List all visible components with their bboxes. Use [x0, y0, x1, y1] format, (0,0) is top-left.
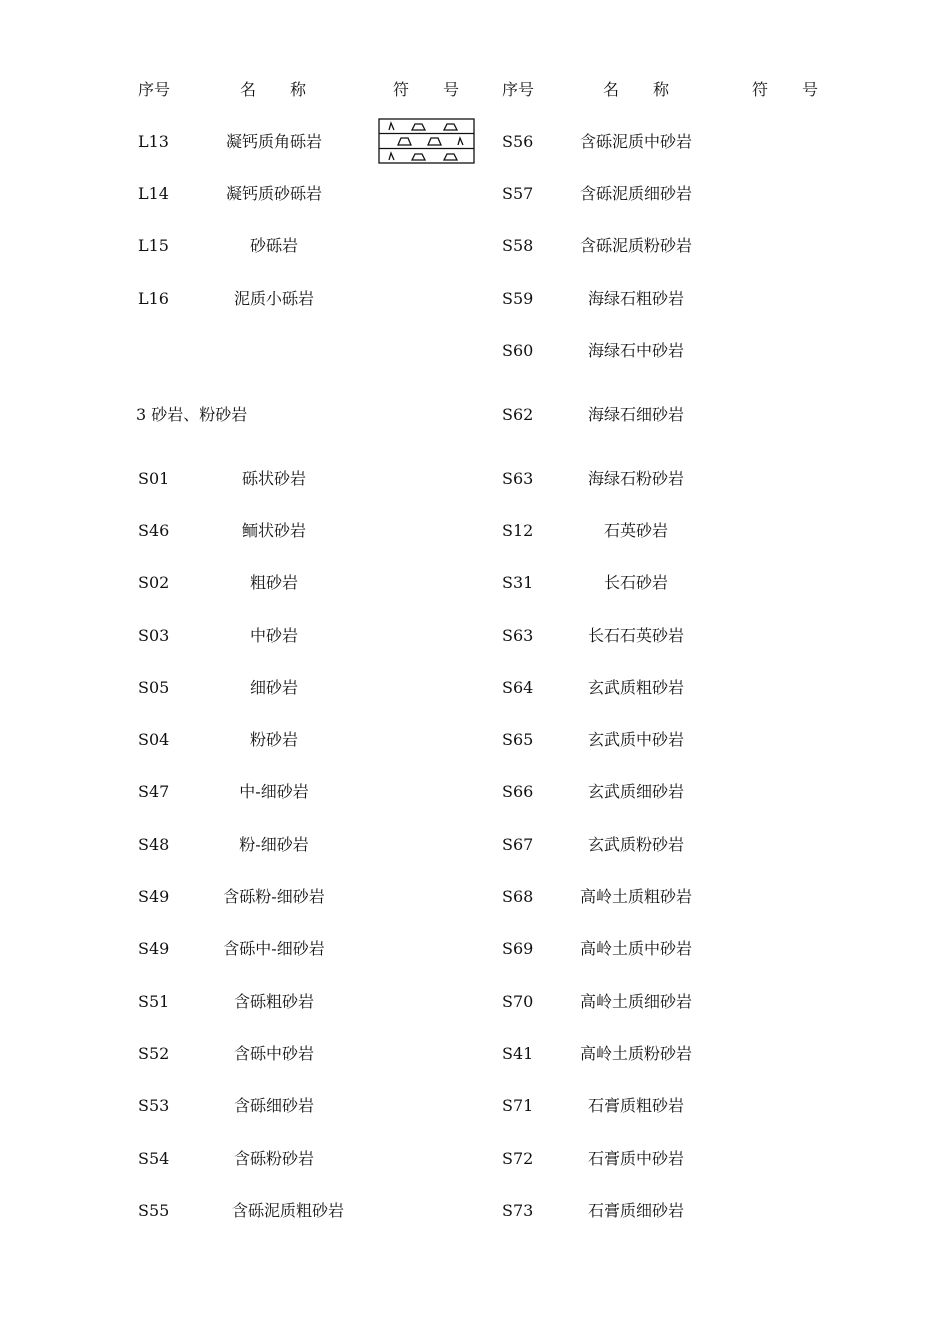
- row-name: 细砂岩: [249, 678, 298, 697]
- row-name: 中砂岩: [249, 626, 298, 645]
- header-right-name: 名称: [603, 80, 704, 99]
- row-code: S02: [138, 573, 170, 592]
- row-name: 砾状砂岩: [241, 469, 306, 488]
- row-name: 高岭土质粉砂岩: [579, 1044, 692, 1063]
- row-code: S64: [502, 678, 534, 697]
- row-name: 海绿石粗砂岩: [587, 289, 684, 308]
- row-code: S49: [138, 887, 170, 906]
- row-name: 含砾泥质细砂岩: [579, 184, 692, 203]
- row-code: S03: [138, 626, 170, 645]
- row-name: 玄武质中砂岩: [587, 730, 684, 749]
- row-code: S59: [502, 289, 534, 308]
- row-name: 粗砂岩: [249, 573, 298, 592]
- row-name: 含砾泥质粉砂岩: [579, 236, 692, 255]
- row-code: S51: [138, 992, 170, 1011]
- row-name: 含砾细砂岩: [233, 1096, 314, 1115]
- row-code: S68: [502, 887, 534, 906]
- row-code: S46: [138, 521, 170, 540]
- row-code: S49: [138, 939, 170, 958]
- row-code: S52: [138, 1044, 170, 1063]
- row-name: 石膏质细砂岩: [587, 1201, 684, 1220]
- row-code: L16: [138, 289, 169, 308]
- conglomerate-pattern-icon: [378, 118, 475, 164]
- row-code: S53: [138, 1096, 170, 1115]
- row-code: S47: [138, 782, 170, 801]
- row-name: 海绿石细砂岩: [587, 405, 684, 424]
- row-code: L15: [138, 236, 169, 255]
- row-code: S54: [138, 1149, 170, 1168]
- row-code: S12: [502, 521, 534, 540]
- row-code: S55: [138, 1201, 170, 1220]
- row-name: 长石砂岩: [603, 573, 668, 592]
- row-name: 含砾粉-细砂岩: [223, 887, 325, 906]
- row-name: 高岭土质细砂岩: [579, 992, 692, 1011]
- row-code: S01: [138, 469, 170, 488]
- header-right-symbol: 符号: [752, 80, 853, 99]
- row-name: 含砾粉砂岩: [233, 1149, 314, 1168]
- row-name: 凝钙质砂砾岩: [225, 184, 322, 203]
- row-code: S63: [502, 469, 534, 488]
- row-code: S67: [502, 835, 534, 854]
- row-code: S66: [502, 782, 534, 801]
- row-code: L14: [138, 184, 169, 203]
- row-code: S63: [502, 626, 534, 645]
- row-name: 凝钙质角砾岩: [225, 132, 322, 151]
- row-name: 玄武质粗砂岩: [587, 678, 684, 697]
- row-code: S73: [502, 1201, 534, 1220]
- row-code: L13: [138, 132, 169, 151]
- row-name: 长石石英砂岩: [587, 626, 684, 645]
- row-name: 粉砂岩: [249, 730, 298, 749]
- row-code: S58: [502, 236, 534, 255]
- row-name: 含砾泥质中砂岩: [579, 132, 692, 151]
- row-name: 含砾中砂岩: [233, 1044, 314, 1063]
- header-left-name: 名称: [240, 80, 341, 99]
- row-name: 鲕状砂岩: [241, 521, 306, 540]
- row-code: S57: [502, 184, 534, 203]
- row-name: 石膏质中砂岩: [587, 1149, 684, 1168]
- row-code: S60: [502, 341, 534, 360]
- row-code: S04: [138, 730, 170, 749]
- row-name: 玄武质细砂岩: [587, 782, 684, 801]
- header-left-symbol: 符号: [393, 80, 494, 99]
- row-code: S31: [502, 573, 534, 592]
- row-name: 海绿石中砂岩: [587, 341, 684, 360]
- row-code: S71: [502, 1096, 534, 1115]
- header-left-seq: 序号: [138, 80, 171, 99]
- row-code: S48: [138, 835, 170, 854]
- row-code: S05: [138, 678, 170, 697]
- row-code: S62: [502, 405, 534, 424]
- row-name: 粉-细砂岩: [239, 835, 309, 854]
- row-name: 石英砂岩: [603, 521, 668, 540]
- row-code: S41: [502, 1044, 534, 1063]
- row-code: S65: [502, 730, 534, 749]
- row-name: 泥质小砾岩: [233, 289, 314, 308]
- row-name: 砂砾岩: [249, 236, 298, 255]
- row-code: S69: [502, 939, 534, 958]
- row-code: S72: [502, 1149, 534, 1168]
- row-code: S70: [502, 992, 534, 1011]
- row-name: 中-细砂岩: [239, 782, 309, 801]
- row-name: 含砾粗砂岩: [233, 992, 314, 1011]
- row-name: 含砾泥质粗砂岩: [232, 1201, 345, 1220]
- row-name: 高岭土质粗砂岩: [579, 887, 692, 906]
- row-name: 高岭土质中砂岩: [579, 939, 692, 958]
- row-name: 含砾中-细砂岩: [223, 939, 325, 958]
- row-name: 海绿石粉砂岩: [587, 469, 684, 488]
- header-right-seq: 序号: [502, 80, 535, 99]
- row-name: 玄武质粉砂岩: [587, 835, 684, 854]
- row-name: 石膏质粗砂岩: [587, 1096, 684, 1115]
- section-title: 3 砂岩、粉砂岩: [136, 405, 248, 424]
- row-code: S56: [502, 132, 534, 151]
